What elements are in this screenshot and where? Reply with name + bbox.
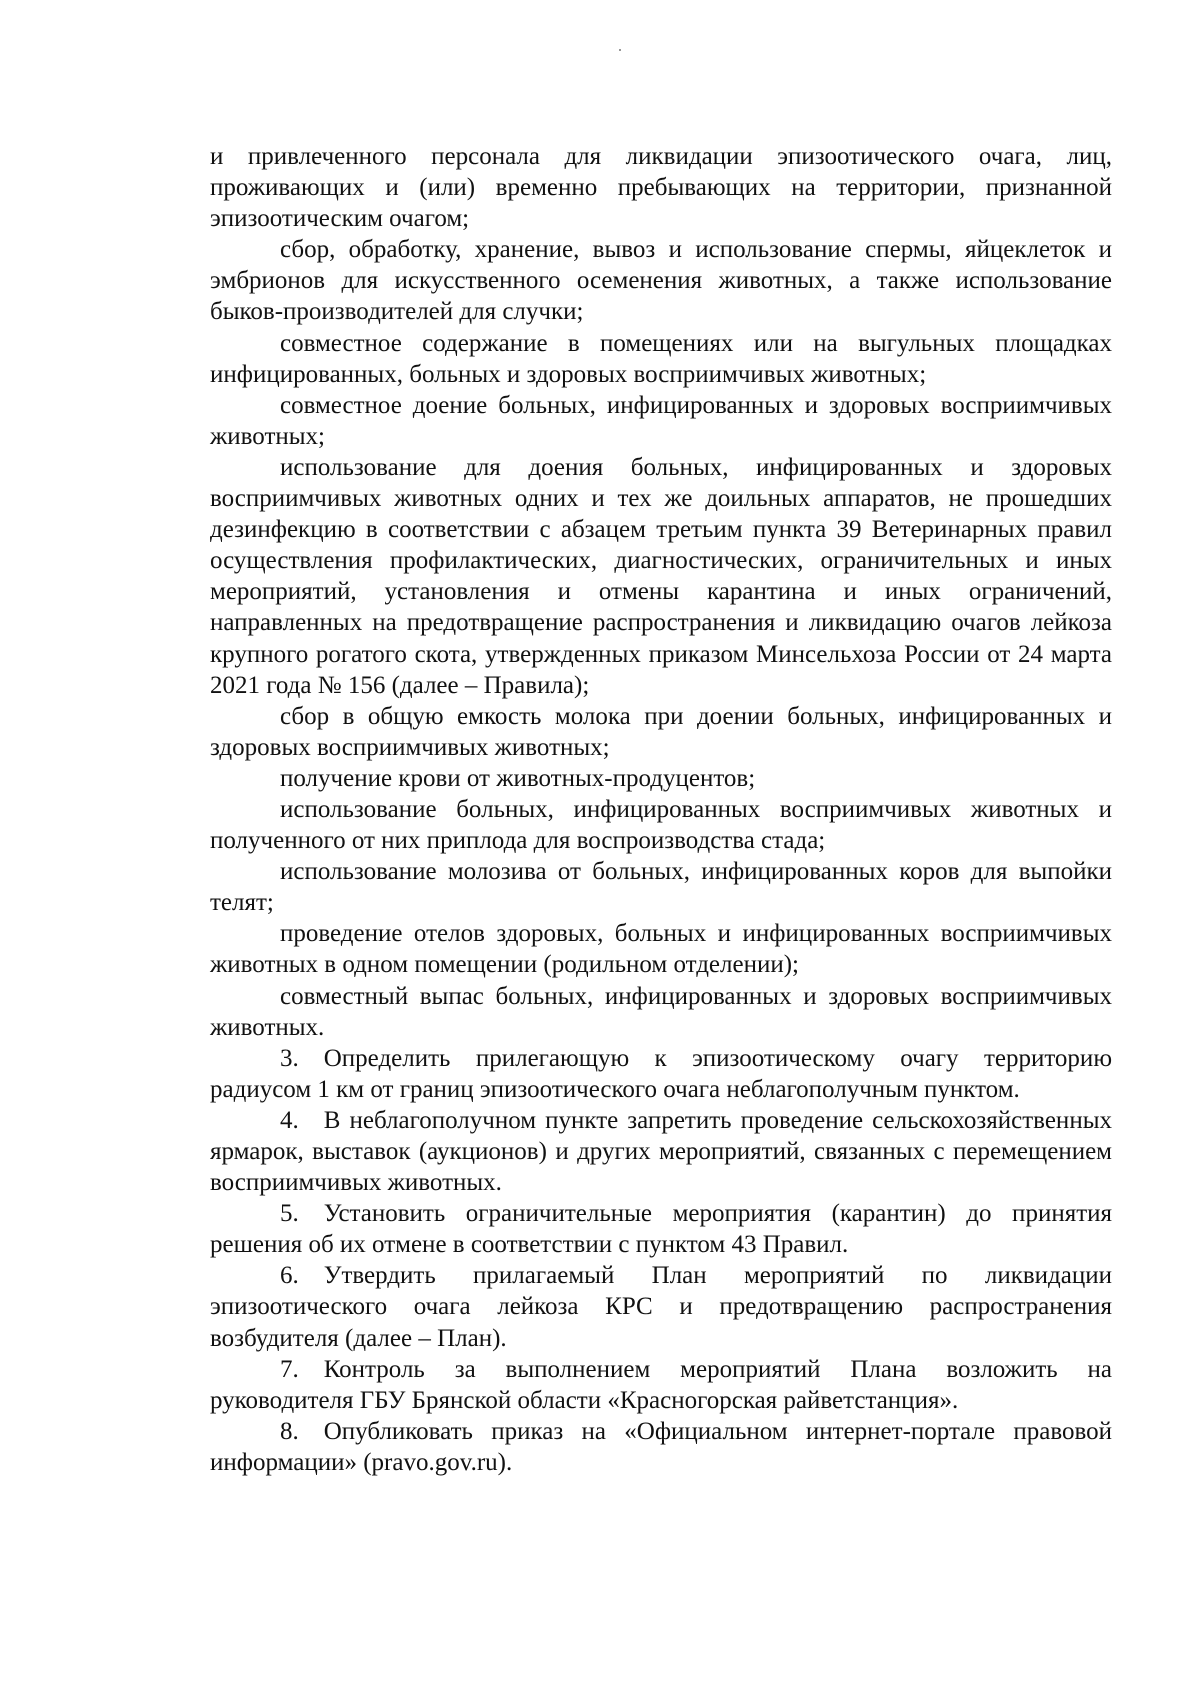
paragraph-semen-collection: сбор, обработку, хранение, вывоз и использование спермы, яйцеклеток и эмбрионов для искусственного осеменения животных, а также использование быков-производителей для случки;	[210, 236, 1112, 326]
paragraph-colostrum-use: использование молозива от больных, инфицированных коров для выпойки телят;	[210, 858, 1112, 917]
paragraph-calving: проведение отелов здоровых, больных и инфицированных восприимчивых животных в одном помещении (родильном отделении);	[210, 920, 1112, 979]
numbered-item-8: 8. Опубликовать приказ на «Официальном интернет-портале правовой информации» (pravo.gov.ru).	[210, 1417, 1112, 1476]
numbered-item-5: 5. Установить ограничительные мероприятия (карантин) до принятия решения об их отмене в соответствии с пунктом 43 Правил.	[210, 1200, 1112, 1259]
paragraph-blood-collection: получение крови от животных-продуцентов;	[280, 764, 756, 792]
paragraph-joint-milking: совместное доение больных, инфицированных и здоровых восприимчивых животных;	[210, 391, 1112, 450]
paragraph-continuation: и привлеченного персонала для ликвидации эпизоотического очага, лиц, проживающих и (или) временно пребывающих на территории, признанной эпизоотическим очагом;	[210, 143, 1112, 233]
paragraph-joint-grazing: совместный выпас больных, инфицированных и здоровых восприимчивых животных.	[210, 982, 1112, 1041]
numbered-item-6: 6. Утвердить прилагаемый План мероприятий по ликвидации эпизоотического очага лейкоза КРС и предотвращению распространения возбудителя (далее – План).	[210, 1262, 1112, 1352]
document-body	[210, 141, 1112, 1478]
numbered-item-3: 3. Определить прилегающую к эпизоотическому очагу территорию радиусом 1 км от границ эпизоотического очага неблагополучным пунктом.	[210, 1044, 1112, 1103]
numbered-item-4: 4. В неблагополучном пункте запретить проведение сельскохозяйственных ярмарок, выставок (аукционов) и других мероприятий, связанных с перемещением восприимчивых животных.	[210, 1106, 1112, 1197]
numbered-item-7: 7. Контроль за выполнением мероприятий Плана возложить на руководителя ГБУ Брянской области «Красногорская райветстанция».	[210, 1355, 1112, 1414]
scan-speck	[619, 49, 621, 51]
paragraph-milking-machines: использование для доения больных, инфицированных и здоровых восприимчивых животных одних и тех же доильных аппаратов, не прошедших дезинфекцию в соответствии с абзацем третьим пункта 39 Ветеринарных правил осуществления профилактических, диагностических, ограничительных и иных мероприятий, установления и отмены карантина и иных ограничений, направленных на предотвращение распространения и ликвидацию очагов лейкоза крупного рогатого скота, утвержденных приказом Минсельхоза России от 24 марта 2021 года № 156 (далее – Правила);	[210, 453, 1112, 699]
paragraph-breeding-use: использование больных, инфицированных восприимчивых животных и полученного от них приплода для воспроизводства стада;	[210, 795, 1112, 855]
paragraph-joint-keeping: совместное содержание в помещениях или на выгульных площадках инфицированных, больных и здоровых восприимчивых животных;	[210, 329, 1112, 388]
paragraph-milk-collection: сбор в общую емкость молока при доении больных, инфицированных и здоровых восприимчивых животных;	[210, 702, 1112, 761]
